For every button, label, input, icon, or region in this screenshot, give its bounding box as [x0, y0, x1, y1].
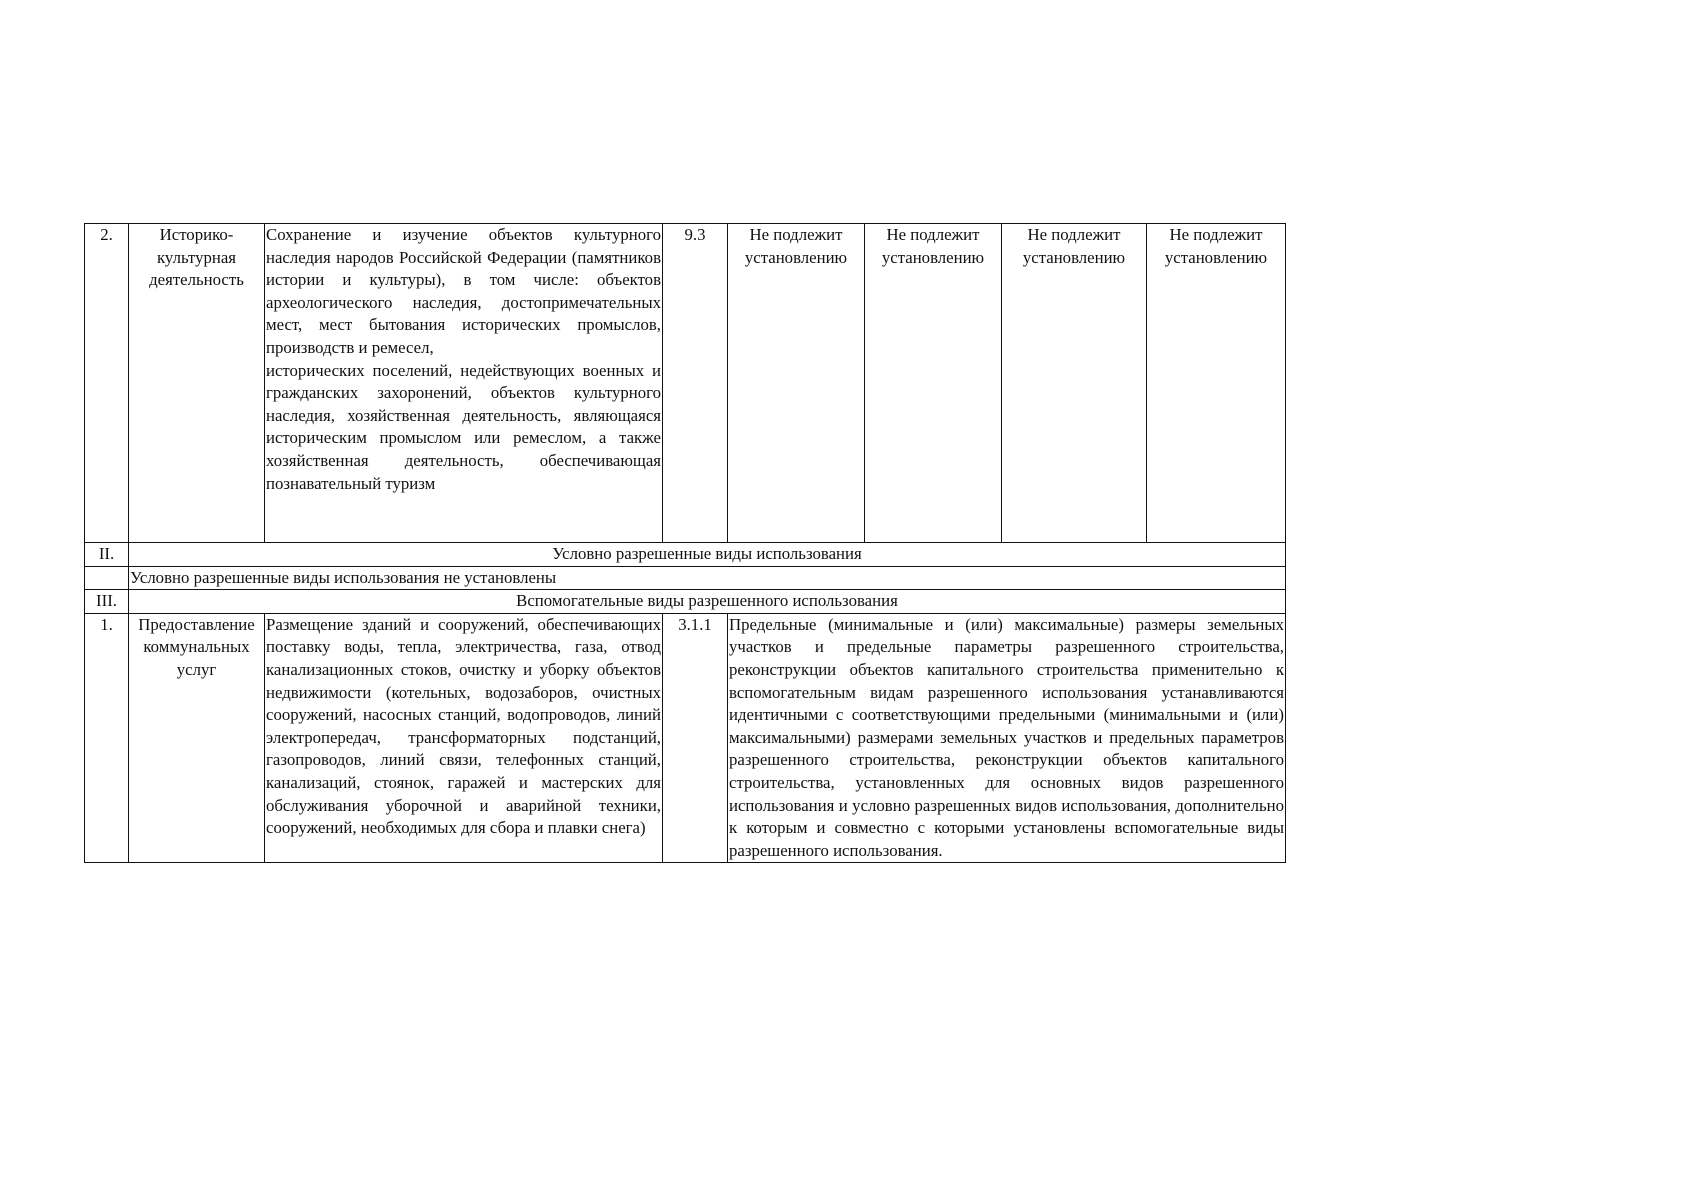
- empty-cell: [85, 566, 129, 590]
- use-type-name: Предоставление коммунальных услуг: [129, 613, 265, 863]
- parameter-value: Не подлежит установлению: [865, 224, 1002, 543]
- section-note: Условно разрешенные виды использования не установлены: [129, 566, 1286, 590]
- note-row: [85, 566, 1286, 590]
- use-type-description: Размещение зданий и сооружений, обеспечивающих поставку воды, тепла, электричества, газа, отвод канализационных стоков, очистку и уборку объектов недвижимости (котельных, водозаборов, очистных сооружений, насосных станций, водопроводов, линий электропередач, трансформаторных подстанций, газопроводов, линий связи, телефонных станций, канализаций, стоянок, гаражей и мастерских для обслуживания уборочной и аварийной техники, сооружений, необходимых для сбора и плавки снега): [265, 613, 663, 863]
- section-number: II.: [85, 543, 129, 567]
- table-row-utility-services: [85, 613, 1286, 863]
- row-number: 2.: [85, 224, 129, 543]
- section-number: III.: [85, 590, 129, 614]
- land-use-table: [84, 223, 1286, 863]
- use-type-code: 3.1.1: [663, 613, 728, 863]
- use-type-description: Сохранение и изучение объектов культурного наследия народов Российской Федерации (памятников истории и культуры), в том числе: объектов археологического наследия, достопримечательных мест, мест бытования исторических промыслов, производств и ремесел, исторических поселений, недействующих военных и гражданских захоронений, объектов культурного наследия, хозяйственная деятельность, являющаяся историческим промыслом или ремеслом, а также хозяйственная деятельность, обеспечивающая познавательный туризм: [265, 224, 663, 543]
- parameter-value: Не подлежит установлению: [1147, 224, 1286, 543]
- section-title: Условно разрешенные виды использования: [129, 543, 1286, 567]
- section-header-row: [85, 543, 1286, 567]
- parameter-value: Не подлежит установлению: [1002, 224, 1147, 543]
- section-title: Вспомогательные виды разрешенного использования: [129, 590, 1286, 614]
- parameter-value: Не подлежит установлению: [728, 224, 865, 543]
- table-row-historical-cultural: [85, 224, 1286, 543]
- use-type-code: 9.3: [663, 224, 728, 543]
- section-header-row: [85, 590, 1286, 614]
- use-type-name: Историко-культурная деятельность: [129, 224, 265, 543]
- row-number: 1.: [85, 613, 129, 863]
- parameters-text: Предельные (минимальные и (или) максимальные) размеры земельных участков и предельные параметры разрешенного строительства, реконструкции объектов капитального строительства применительно к вспомогательным видам разрешенного использования устанавливаются идентичными с соответствующими предельными (минимальными и (или) максимальными) размерами земельных участков и предельных параметров разрешенного строительства, реконструкции объектов капитального строительства, установленных для основных видов разрешенного использования и условно разрешенных видов использования, дополнительно к которым и совместно с которыми установлены вспомогательные виды разрешенного использования.: [728, 613, 1286, 863]
